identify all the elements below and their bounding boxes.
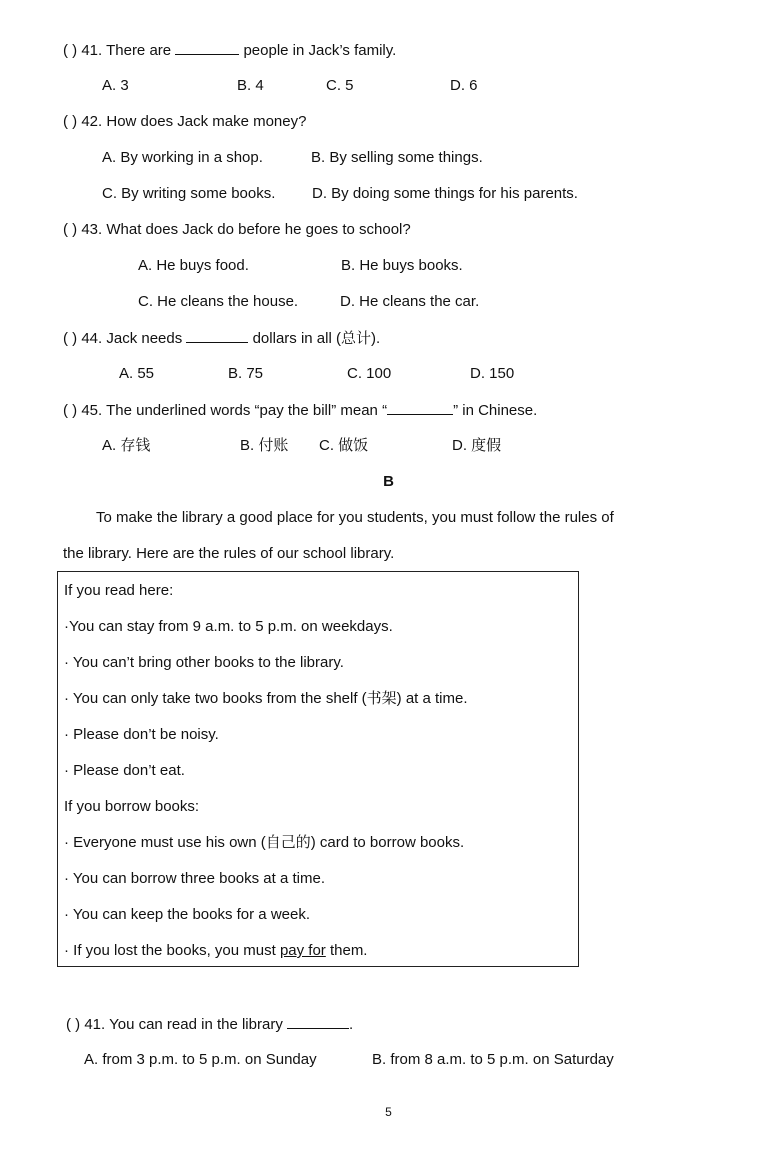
answer-paren[interactable]: ( ) xyxy=(63,330,78,347)
question-text-end: dollars in all (总计). xyxy=(252,330,381,347)
rules-heading-read: If you read here: xyxy=(64,582,174,599)
option-d[interactable]: D. 150 xyxy=(470,365,515,382)
answer-blank[interactable] xyxy=(186,328,248,343)
option-b[interactable]: B. By selling some things. xyxy=(311,149,483,166)
question-44 xyxy=(63,328,380,349)
option-a[interactable]: A. from 3 p.m. to 5 p.m. on Sunday xyxy=(84,1051,317,1068)
answer-paren[interactable]: ( ) xyxy=(63,113,78,130)
option-a[interactable]: A. By working in a shop. xyxy=(102,149,263,166)
rule-item-last xyxy=(64,941,367,961)
passage-intro-line-2: the library. Here are the rules of our school library. xyxy=(63,545,395,562)
question-text-end: . xyxy=(349,1016,354,1033)
answer-paren[interactable]: ( ) xyxy=(66,1016,81,1033)
rule-item: · Everyone must use his own (自己的) card to borrow books. xyxy=(64,834,465,851)
question-41-b xyxy=(66,1014,353,1035)
rule-item: · Please don’t eat. xyxy=(64,762,185,779)
rule-item: · Please don’t be noisy. xyxy=(64,726,219,743)
option-b[interactable]: B. He buys books. xyxy=(341,257,463,274)
option-d[interactable]: D. 6 xyxy=(450,77,478,94)
option-d[interactable]: D. 度假 xyxy=(452,437,502,454)
question-text-end: people in Jack’s family. xyxy=(243,42,397,59)
page-number: 5 xyxy=(385,1105,392,1119)
question-text: 42. How does Jack make money? xyxy=(81,113,307,130)
rule-item: · You can’t bring other books to the library. xyxy=(64,654,344,671)
option-c[interactable]: C. 5 xyxy=(326,77,354,94)
section-heading: B xyxy=(383,473,394,490)
question-text: 45. The underlined words “pay the bill” mean “ xyxy=(81,402,388,419)
question-text: 43. What does Jack do before he goes to school? xyxy=(81,221,411,238)
option-a[interactable]: A. 55 xyxy=(119,365,155,382)
question-text: 44. Jack needs xyxy=(81,330,183,347)
option-a[interactable]: A. 存钱 xyxy=(102,437,151,454)
passage-intro-line-1: To make the library a good place for you students, you must follow the rules of xyxy=(96,509,614,526)
option-c[interactable]: C. 100 xyxy=(347,365,392,382)
question-text-end: ” in Chinese. xyxy=(453,402,538,419)
question-45 xyxy=(63,400,537,421)
rule-text: · If you lost the books, you must xyxy=(64,942,280,959)
option-d[interactable]: D. He cleans the car. xyxy=(340,293,480,310)
library-rules-box xyxy=(57,571,579,967)
answer-paren[interactable]: ( ) xyxy=(63,221,78,238)
option-b[interactable]: B. 4 xyxy=(237,77,264,94)
question-43 xyxy=(63,220,411,240)
option-c[interactable]: C. He cleans the house. xyxy=(138,293,299,310)
question-42 xyxy=(63,112,306,132)
option-c[interactable]: C. 做饭 xyxy=(319,437,369,454)
rule-text-end: them. xyxy=(325,942,368,959)
question-text: 41. You can read in the library xyxy=(84,1016,283,1033)
question-text: 41. There are xyxy=(81,42,172,59)
option-d[interactable]: D. By doing some things for his parents. xyxy=(312,185,578,202)
answer-blank[interactable] xyxy=(387,400,453,415)
answer-blank[interactable] xyxy=(287,1014,349,1029)
answer-paren[interactable]: ( ) xyxy=(63,402,78,419)
option-a[interactable]: A. He buys food. xyxy=(138,257,249,274)
rule-item: · You can only take two books from the shelf (书架) at a time. xyxy=(64,690,468,707)
option-a[interactable]: A. 3 xyxy=(102,77,129,94)
answer-blank[interactable] xyxy=(175,40,239,55)
option-b[interactable]: B. from 8 a.m. to 5 p.m. on Saturday xyxy=(372,1051,614,1068)
rule-item: · You can keep the books for a week. xyxy=(64,906,310,923)
underlined-phrase: pay for xyxy=(279,942,326,959)
option-b[interactable]: B. 75 xyxy=(228,365,264,382)
question-41 xyxy=(63,40,396,61)
option-c[interactable]: C. By writing some books. xyxy=(102,185,276,202)
answer-paren[interactable]: ( ) xyxy=(63,42,78,59)
rule-item: · You can borrow three books at a time. xyxy=(64,870,325,887)
rule-item: ·You can stay from 9 a.m. to 5 p.m. on weekdays. xyxy=(64,618,393,635)
rules-heading-borrow: If you borrow books: xyxy=(64,798,200,815)
option-b[interactable]: B. 付账 xyxy=(240,437,289,454)
